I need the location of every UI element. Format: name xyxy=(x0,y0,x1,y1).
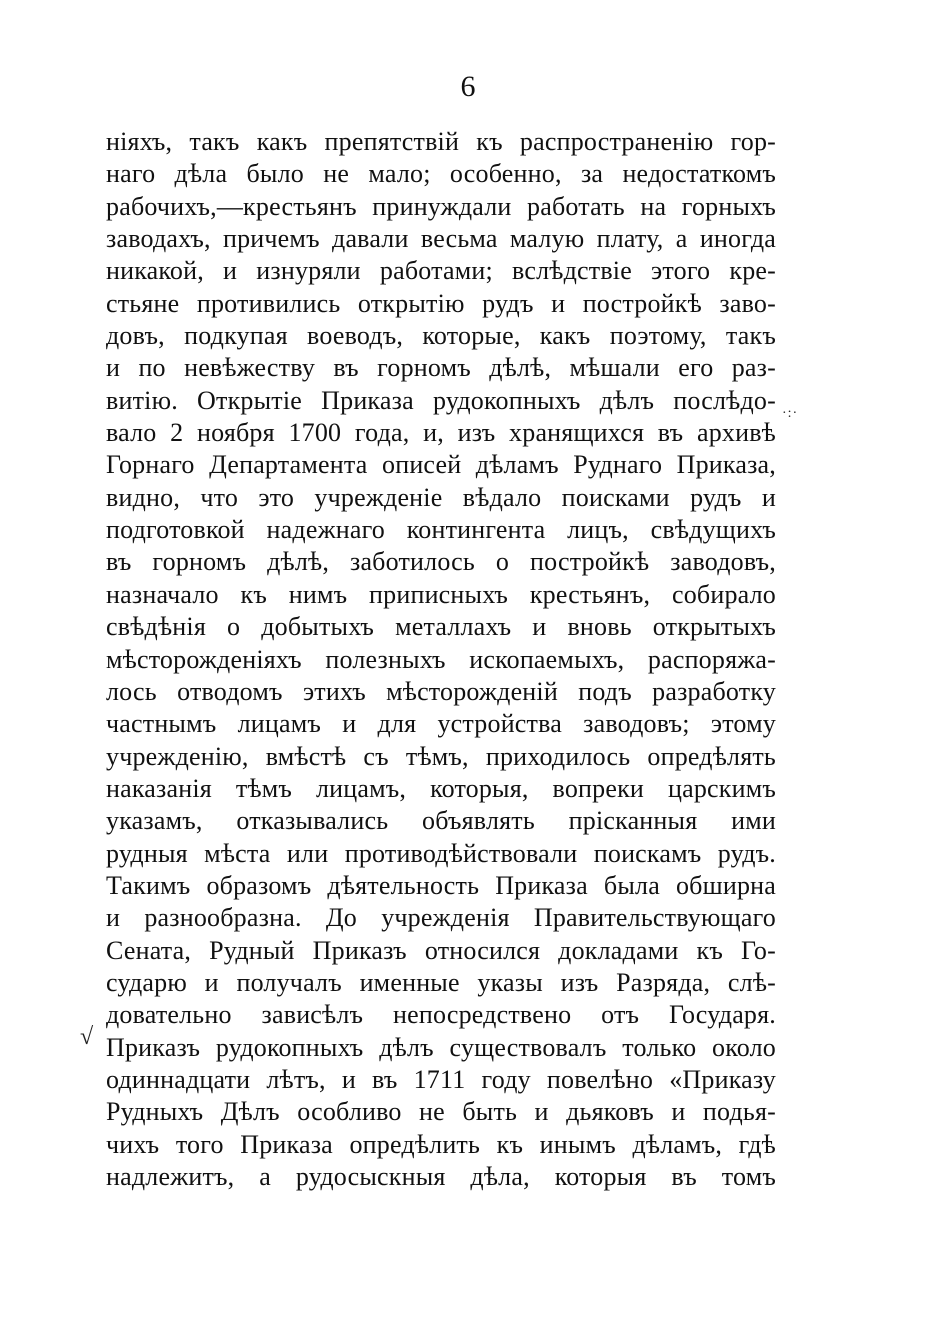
text-line-29: Приказъ рудокопныхъ дѣлъ существовалъ только около xyxy=(106,1032,776,1062)
text-line-10: вало 2 ноября 1700 года, и, изъ хранящихся въ архивѣ xyxy=(106,418,776,448)
text-line-17: мѣсторожденіяхъ полезныхъ ископаемыхъ, распоряжа- xyxy=(106,644,776,674)
body-text xyxy=(106,126,776,1193)
text-line-15: назначало къ нимъ приписныхъ крестьянъ, собирало xyxy=(106,579,776,609)
text-line-8: и по невѣжеству въ горномъ дѣлѣ, мѣшали его раз- xyxy=(106,353,776,383)
text-line-28: довательно зависѣлъ непосредствено отъ Государя. xyxy=(106,1000,776,1030)
text-line-18: лось отводомъ этихъ мѣсторожденій подъ разработку xyxy=(106,676,776,706)
text-line-22: указамъ, отказывались объявлять прісканныя ими xyxy=(106,806,776,836)
text-line-11: Горнаго Департамента описей дѣламъ Руднаго Приказа, xyxy=(106,450,776,480)
text-line-13: подготовкой надежнаго контингента лицъ, свѣдущихъ xyxy=(106,515,776,545)
text-line-14: въ горномъ дѣлѣ, заботилось о постройкѣ заводовъ, xyxy=(106,547,776,577)
text-line-23: рудныя мѣста или противодѣйствовали поискамъ рудъ. xyxy=(106,838,776,868)
margin-check-mark: √ xyxy=(80,1024,94,1050)
page-number: 6 xyxy=(460,70,476,103)
text-line-12: видно, что это учрежденіе вѣдало поисками рудъ и xyxy=(106,482,776,512)
margin-dots-mark: ·:· xyxy=(782,406,799,421)
text-line-21: наказанія тѣмъ лицамъ, которыя, вопреки царскимъ xyxy=(106,773,776,803)
text-line-30: одиннадцати лѣтъ, и въ 1711 году повелѣно «Приказу xyxy=(106,1064,776,1094)
text-line-4: заводахъ, причемъ давали весьма малую плату, а иногда xyxy=(106,224,776,254)
text-line-32: чихъ того Приказа опредѣлить къ инымъ дѣламъ, гдѣ xyxy=(106,1129,776,1159)
text-line-9: витію. Открытіе Приказа рудокопныхъ дѣлъ послѣдо- xyxy=(106,385,776,415)
text-line-1: ніяхъ, такъ какъ препятствій къ распространенію гор- xyxy=(106,127,776,156)
text-line-31: Рудныхъ Дѣлъ особливо не быть и дьяковъ и подья- xyxy=(106,1097,776,1127)
text-line-7: довъ, подкупая воеводъ, которые, какъ поэтому, такъ xyxy=(106,321,776,351)
text-line-2: наго дѣла было не мало; особенно, за недостаткомъ xyxy=(106,159,776,189)
text-line-26: Сената, Рудный Приказъ относился докладами къ Го- xyxy=(106,935,776,965)
text-line-5: никакой, и изнуряли работами; вслѣдствіе этого кре- xyxy=(106,256,776,286)
text-line-25: и разнообразна. До учрежденія Правительствующаго xyxy=(106,903,776,933)
text-line-19: частнымъ лицамъ и для устройства заводовъ; этому xyxy=(106,709,776,739)
text-line-27: сударю и получалъ именные указы изъ Разряда, слѣ- xyxy=(106,967,776,997)
text-line-24: Такимъ образомъ дѣятельность Приказа была обширна xyxy=(106,870,776,900)
text-line-6: стьяне противились открытію рудъ и постройкѣ заво- xyxy=(106,288,776,318)
text-line-3: рабочихъ,—крестьянъ принуждали работать на горныхъ xyxy=(106,191,776,221)
text-line-20: учрежденію, вмѣстѣ съ тѣмъ, приходилось опредѣлять xyxy=(106,741,776,771)
text-line-33: надлежитъ, а рудосыскныя дѣла, которыя въ томъ xyxy=(106,1162,776,1191)
text-line-16: свѣдѣнія о добытыхъ металлахъ и вновь открытыхъ xyxy=(106,612,776,642)
